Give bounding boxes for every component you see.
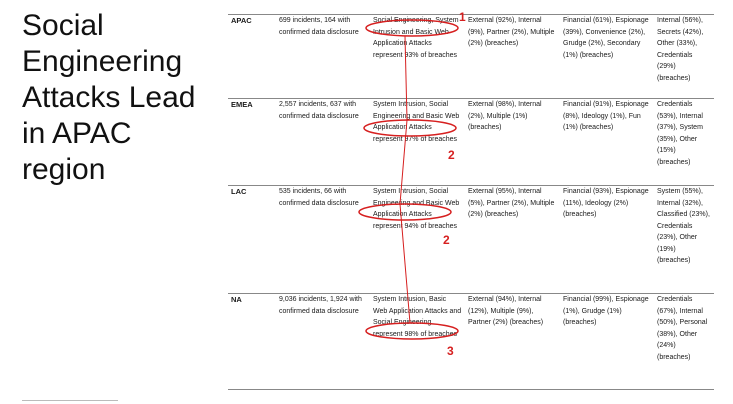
data-types-cell: Credentials (67%), Internal (50%), Personal (38%), Other (24%) (breaches) <box>654 294 714 390</box>
data-types-cell: Credentials (53%), Internal (37%), System (35%), Other (15%) (breaches) <box>654 99 714 186</box>
region-label-emea: EMEA <box>228 99 276 186</box>
incidents-cell: 2,557 incidents, 637 with confirmed data disclosure <box>276 99 370 186</box>
motives-cell: Financial (99%), Espionage (1%), Grudge (1%) (breaches) <box>560 294 654 390</box>
actors-cell: External (92%), Internal (9%), Partner (2%), Multiple (2%) (breaches) <box>465 15 560 99</box>
region-label-na: NA <box>228 294 276 390</box>
highlight-ellipse-na <box>366 323 458 339</box>
incidents-cell: 9,036 incidents, 1,924 with confirmed data disclosure <box>276 294 370 390</box>
data-types-cell: System (55%), Internal (32%), Classified (23%), Credentials (23%), Other (19%) (breaches) <box>654 186 714 294</box>
motives-cell: Financial (61%), Espionage (39%), Convenience (2%), Grudge (2%), Secondary (1%) (breaches) <box>560 15 654 99</box>
region-label-apac: APAC <box>228 15 276 99</box>
motives-cell: Financial (93%), Espionage (11%), Ideology (2%) (breaches) <box>560 186 654 294</box>
slide-title: Social Engineering Attacks Lead in APAC region <box>22 9 196 186</box>
rank-marker-lac: 2 <box>443 233 450 247</box>
footer-divider <box>22 400 118 401</box>
region-label-lac: LAC <box>228 186 276 294</box>
incidents-cell: 535 incidents, 66 with confirmed data disclosure <box>276 186 370 294</box>
highlight-ellipse-apac <box>366 20 458 36</box>
incidents-cell: 699 incidents, 164 with confirmed data disclosure <box>276 15 370 99</box>
motives-cell: Financial (91%), Espionage (8%), Ideology (1%), Fun (1%) (breaches) <box>560 99 654 186</box>
actors-cell: External (98%), Internal (2%), Multiple (1%) (breaches) <box>465 99 560 186</box>
connector-line <box>400 36 410 323</box>
actors-cell: External (94%), Internal (12%), Multiple (9%), Partner (2%) (breaches) <box>465 294 560 390</box>
patterns-cell: Social Engineering, System Intrusion and Basic Web Application Attacks represent 93% of breaches <box>370 15 465 99</box>
patterns-cell: System Intrusion, Social Engineering and Basic Web Application Attacks represent 97% of breaches <box>370 99 465 186</box>
patterns-cell: System Intrusion, Social Engineering and Basic Web Application Attacks represent 94% of breaches <box>370 186 465 294</box>
rank-marker-apac: 1 <box>459 10 466 24</box>
highlight-ellipse-lac <box>359 204 451 220</box>
rank-marker-emea: 2 <box>448 148 455 162</box>
patterns-cell: System Intrusion, Basic Web Application Attacks and Social Engineering represent 98% of breaches <box>370 294 465 390</box>
rank-marker-na: 3 <box>447 344 454 358</box>
highlight-ellipse-emea <box>364 120 456 136</box>
actors-cell: External (95%), Internal (5%), Partner (2%), Multiple (2%) (breaches) <box>465 186 560 294</box>
data-types-cell: Internal (56%), Secrets (42%), Other (33%), Credentials (29%) (breaches) <box>654 15 714 99</box>
